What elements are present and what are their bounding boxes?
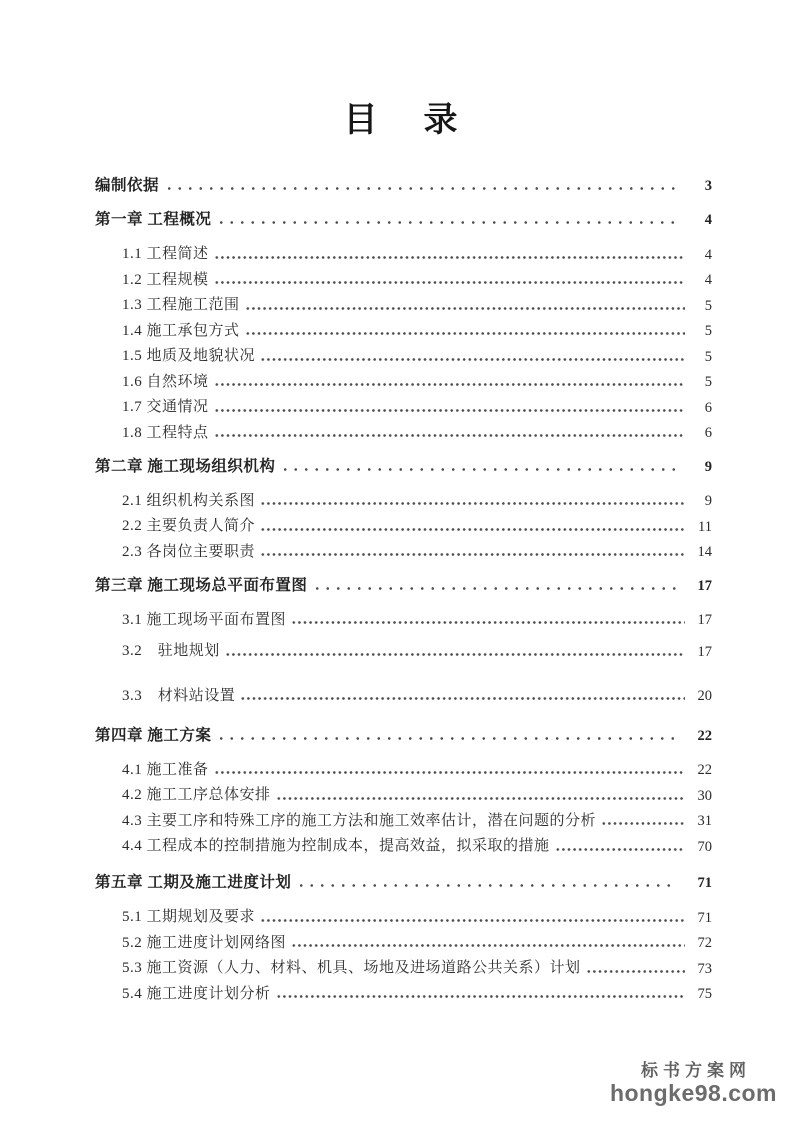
- dot-leader: [214, 408, 685, 413]
- toc-entry: [95, 417, 712, 443]
- dot-leader: [214, 433, 685, 438]
- toc-entry-page-number: 17: [697, 577, 712, 594]
- toc-entry-label: 4.3 主要工序和特殊工序的施工方法和施工效率估计，潜在问题的分析: [122, 812, 597, 829]
- toc-entry: [95, 264, 712, 290]
- toc-entry-label: 1.5 地质及地貌状况: [122, 348, 256, 365]
- dot-leader: [312, 586, 678, 591]
- watermark-site-name: 标书方案网: [640, 1061, 751, 1081]
- toc-entry: [95, 238, 712, 264]
- dot-leader: [291, 943, 685, 948]
- toc-entry-page-number: 11: [698, 518, 712, 535]
- toc-entry-label: 1.7 交通情况: [122, 399, 209, 416]
- toc-entry-page-number: 6: [704, 399, 712, 416]
- toc-entry: [95, 485, 712, 511]
- toc-entry: [95, 680, 712, 706]
- dot-leader: [260, 501, 685, 506]
- toc-entry-label: 1.3 工程施工范围: [122, 297, 240, 314]
- toc-entry-label: 3.1 施工现场平面布置图: [122, 611, 287, 628]
- toc-entry: [95, 510, 712, 536]
- toc-entry: [95, 604, 712, 630]
- toc-entry-label: 第四章 施工方案: [95, 726, 212, 744]
- dot-leader: [260, 357, 685, 362]
- toc-entry-label: 1.8 工程特点: [122, 424, 209, 441]
- table-of-contents: [95, 169, 712, 1003]
- toc-entry-label: 2.2 主要负责人简介: [122, 518, 256, 535]
- toc-entry: [95, 754, 712, 780]
- toc-entry-page-number: 6: [704, 425, 712, 442]
- dot-leader: [601, 821, 685, 826]
- toc-entry: [95, 830, 712, 856]
- toc-entry: [95, 204, 712, 230]
- toc-entry-page-number: 5: [704, 323, 712, 340]
- toc-entry-page-number: 5: [704, 348, 712, 365]
- toc-entry-label: 1.1 工程简述: [122, 246, 209, 263]
- dot-leader: [214, 255, 685, 260]
- toc-entry-label: 1.4 施工承包方式: [122, 322, 240, 339]
- toc-entry-label: 5.4 施工进度计划分析: [122, 985, 271, 1002]
- toc-entry: [95, 315, 712, 341]
- toc-entry-label: 3.2 驻地规划: [122, 643, 220, 660]
- dot-leader: [280, 467, 678, 472]
- dot-leader: [586, 969, 685, 974]
- toc-entry-label: 第一章 工程概况: [95, 211, 212, 229]
- dot-leader: [260, 918, 685, 923]
- dot-leader: [225, 652, 685, 657]
- dot-leader: [276, 994, 685, 999]
- toc-entry-page-number: 17: [697, 612, 712, 629]
- toc-entry-page-number: 31: [697, 813, 712, 830]
- toc-entry-label: 编制依据: [95, 176, 160, 194]
- dot-leader: [214, 382, 685, 387]
- toc-entry-page-number: 73: [697, 960, 712, 977]
- toc-entry: [95, 450, 712, 476]
- toc-entry-page-number: 4: [704, 212, 712, 229]
- dot-leader: [245, 331, 685, 336]
- toc-entry: [95, 867, 712, 893]
- dot-leader: [164, 186, 678, 191]
- toc-entry-page-number: 17: [697, 643, 712, 660]
- dot-leader: [216, 736, 678, 741]
- toc-entry-label: 4.2 施工工序总体安排: [122, 787, 271, 804]
- toc-entry: [95, 901, 712, 927]
- dot-leader: [260, 552, 685, 557]
- toc-entry-label: 5.2 施工进度计划网络图: [122, 934, 287, 951]
- toc-entry-page-number: 20: [697, 688, 712, 705]
- toc-entry: [95, 569, 712, 595]
- toc-entry-page-number: 72: [697, 935, 712, 952]
- watermark: [610, 1062, 777, 1106]
- toc-entry: [95, 952, 712, 978]
- toc-entry: [95, 779, 712, 805]
- toc-entry-page-number: 71: [697, 875, 712, 892]
- toc-entry-page-number: 4: [704, 246, 712, 263]
- toc-entry-label: 1.6 自然环境: [122, 373, 209, 390]
- toc-entry: [95, 391, 712, 417]
- toc-entry-page-number: 3: [704, 177, 712, 194]
- toc-entry-label: 5.3 施工资源（人力、材料、机具、场地及进场道路公共关系）计划: [122, 960, 581, 977]
- toc-entry: [95, 978, 712, 1004]
- toc-entry: [95, 635, 712, 661]
- toc-entry-page-number: 30: [697, 787, 712, 804]
- toc-entry-page-number: 75: [697, 986, 712, 1003]
- toc-entry: [95, 536, 712, 562]
- toc-entry-label: 2.3 各岗位主要职责: [122, 543, 256, 560]
- dot-leader: [276, 796, 685, 801]
- dot-leader: [214, 280, 685, 285]
- toc-entry-label: 4.4 工程成本的控制措施为控制成本，提高效益，拟采取的措施: [122, 838, 550, 855]
- toc-entry-page-number: 22: [697, 727, 712, 744]
- dot-leader: [555, 847, 685, 852]
- dot-leader: [296, 883, 678, 888]
- toc-entry: [95, 719, 712, 745]
- dot-leader: [240, 696, 685, 701]
- toc-entry: [95, 927, 712, 953]
- toc-entry-page-number: 71: [697, 909, 712, 926]
- toc-entry-page-number: 9: [704, 458, 712, 475]
- toc-entry-page-number: 9: [704, 493, 712, 510]
- toc-entry-label: 第二章 施工现场组织机构: [95, 457, 276, 475]
- toc-entry-label: 4.1 施工准备: [122, 761, 209, 778]
- toc-entry-label: 1.2 工程规模: [122, 271, 209, 288]
- toc-entry-page-number: 22: [697, 762, 712, 779]
- toc-entry-page-number: 4: [704, 272, 712, 289]
- dot-leader: [216, 220, 678, 225]
- toc-entry: [95, 340, 712, 366]
- toc-entry-label: 2.1 组织机构关系图: [122, 492, 256, 509]
- toc-entry: [95, 366, 712, 392]
- toc-entry-page-number: 5: [704, 297, 712, 314]
- toc-entry: [95, 805, 712, 831]
- toc-entry: [95, 289, 712, 315]
- dot-leader: [291, 620, 685, 625]
- toc-entry-page-number: 14: [697, 544, 712, 561]
- page-title: 目 录: [343, 102, 464, 139]
- toc-entry-page-number: 70: [697, 838, 712, 855]
- toc-entry: [95, 169, 712, 195]
- dot-leader: [260, 527, 685, 532]
- toc-entry-label: 5.1 工期规划及要求: [122, 909, 256, 926]
- dot-leader: [214, 770, 685, 775]
- watermark-site-url: hongke98.com: [609, 1079, 777, 1106]
- dot-leader: [245, 306, 685, 311]
- toc-entry-label: 3.3 材料站设置: [122, 687, 236, 704]
- toc-entry-label: 第五章 工期及施工进度计划: [95, 874, 292, 892]
- toc-entry-page-number: 5: [704, 374, 712, 391]
- toc-entry-label: 第三章 施工现场总平面布置图: [95, 576, 308, 594]
